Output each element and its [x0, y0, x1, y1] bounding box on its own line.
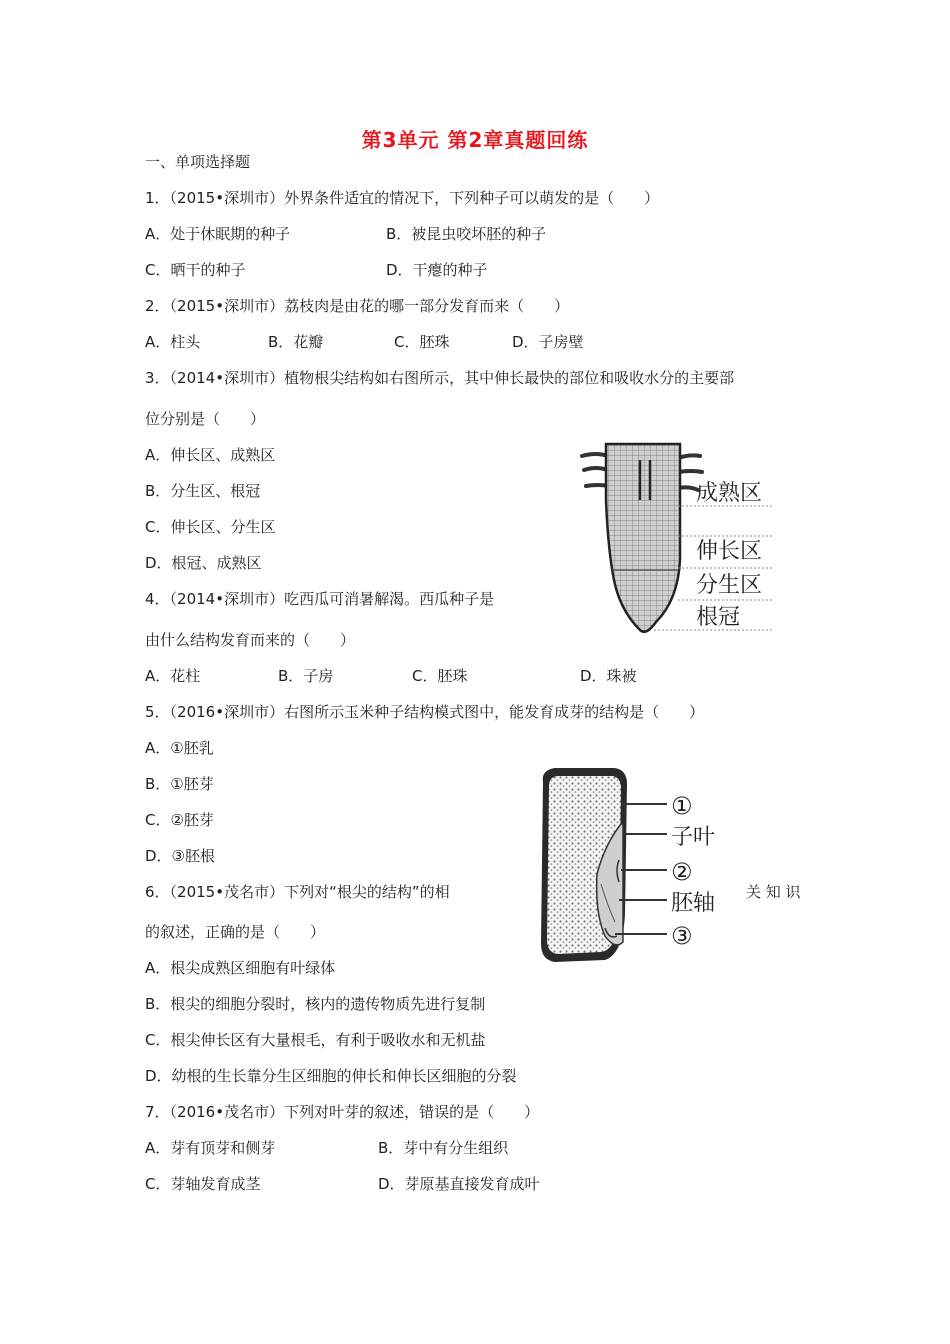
- question-5-option-b: B．①胚芽: [145, 775, 214, 793]
- seed-label-cotyledon: 子叶: [671, 825, 716, 850]
- question-6-option-a: A．根尖成熟区细胞有叶绿体: [145, 959, 336, 977]
- seed-label-3: ③: [671, 922, 693, 950]
- section-heading: 一、单项选择题: [145, 153, 251, 171]
- question-7-option-b: B．芽中有分生组织: [378, 1139, 509, 1157]
- question-6-option-b: B．根尖的细胞分裂时，核内的遗传物质先进行复制: [145, 995, 486, 1013]
- question-1-option-b: B．被昆虫咬坏胚的种子: [386, 225, 547, 243]
- question-3-option-c: C．伸长区、分生区: [145, 518, 276, 536]
- question-7-option-a: A．芽有顶芽和侧芽: [145, 1139, 276, 1157]
- question-1-option-c: C．晒干的种子: [145, 261, 246, 279]
- question-1-option-a: A．处于休眠期的种子: [145, 225, 291, 243]
- root-label-cap: 根冠: [696, 605, 741, 630]
- question-6-stem-cont: 的叙述，正确的是（ ）: [145, 923, 326, 941]
- root-tip-figure: [578, 440, 778, 640]
- question-6-stem-tail: 关 知 识: [746, 883, 801, 901]
- question-4-option-c: C．胚珠: [412, 667, 468, 685]
- seed-label-1: ①: [671, 792, 693, 820]
- question-3-stem-cont: 位分别是（ ）: [145, 410, 266, 428]
- question-2-stem: 2．（2015•深圳市）荔枝肉是由花的哪一部分发育而来（ ）: [145, 297, 570, 315]
- question-7-option-d: D．芽原基直接发育成叶: [378, 1175, 540, 1193]
- seed-label-hypocotyl: 胚轴: [671, 891, 716, 916]
- question-1-stem: 1．（2015•深圳市）外界条件适宜的情况下，下列种子可以萌发的是（ ）: [145, 189, 660, 207]
- question-2-option-b: B．花瓣: [268, 333, 324, 351]
- question-6-option-c: C．根尖伸长区有大量根毛，有利于吸收水和无机盐: [145, 1031, 486, 1049]
- question-5-option-c: C．②胚芽: [145, 811, 214, 829]
- question-4-option-a: A．花柱: [145, 667, 201, 685]
- page-title: 第3单元 第2章真题回练: [361, 128, 589, 152]
- question-4-option-d: D．珠被: [580, 667, 637, 685]
- question-5-option-a: A．①胚乳: [145, 739, 214, 757]
- question-3-option-d: D．根冠、成熟区: [145, 554, 262, 572]
- root-label-maturation: 成熟区: [696, 481, 763, 506]
- question-2-option-c: C．胚珠: [394, 333, 450, 351]
- question-3-stem: 3．（2014•深圳市）植物根尖结构如右图所示，其中伸长最快的部位和吸收水分的主要部: [145, 369, 735, 387]
- corn-seed-figure: [535, 764, 735, 966]
- question-5-stem: 5．（2016•深圳市）右图所示玉米种子结构模式图中，能发育成芽的结构是（ ）: [145, 703, 705, 721]
- question-6-stem: 6．（2015•茂名市）下列对“根尖的结构”的相: [145, 883, 450, 901]
- question-5-option-d: D．③胚根: [145, 847, 215, 865]
- question-3-option-a: A．伸长区、成熟区: [145, 446, 276, 464]
- question-4-stem: 4．（2014•深圳市）吃西瓜可消暑解渴。西瓜种子是: [145, 590, 495, 608]
- question-2-option-a: A．柱头: [145, 333, 201, 351]
- question-4-option-b: B．子房: [278, 667, 334, 685]
- question-7-stem: 7．（2016•茂名市）下列对叶芽的叙述，错误的是（ ）: [145, 1103, 540, 1121]
- question-7-option-c: C．芽轴发育成茎: [145, 1175, 261, 1193]
- question-1-option-d: D．干瘪的种子: [386, 261, 488, 279]
- question-2-option-d: D．子房壁: [512, 333, 584, 351]
- seed-label-2: ②: [671, 858, 693, 886]
- question-3-option-b: B．分生区、根冠: [145, 482, 261, 500]
- question-6-option-d: D．幼根的生长靠分生区细胞的伸长和伸长区细胞的分裂: [145, 1067, 517, 1085]
- question-4-stem-cont: 由什么结构发育而来的（ ）: [145, 631, 356, 649]
- root-label-elongation: 伸长区: [696, 539, 763, 564]
- root-label-meristem: 分生区: [696, 573, 763, 598]
- root-body: [606, 444, 680, 632]
